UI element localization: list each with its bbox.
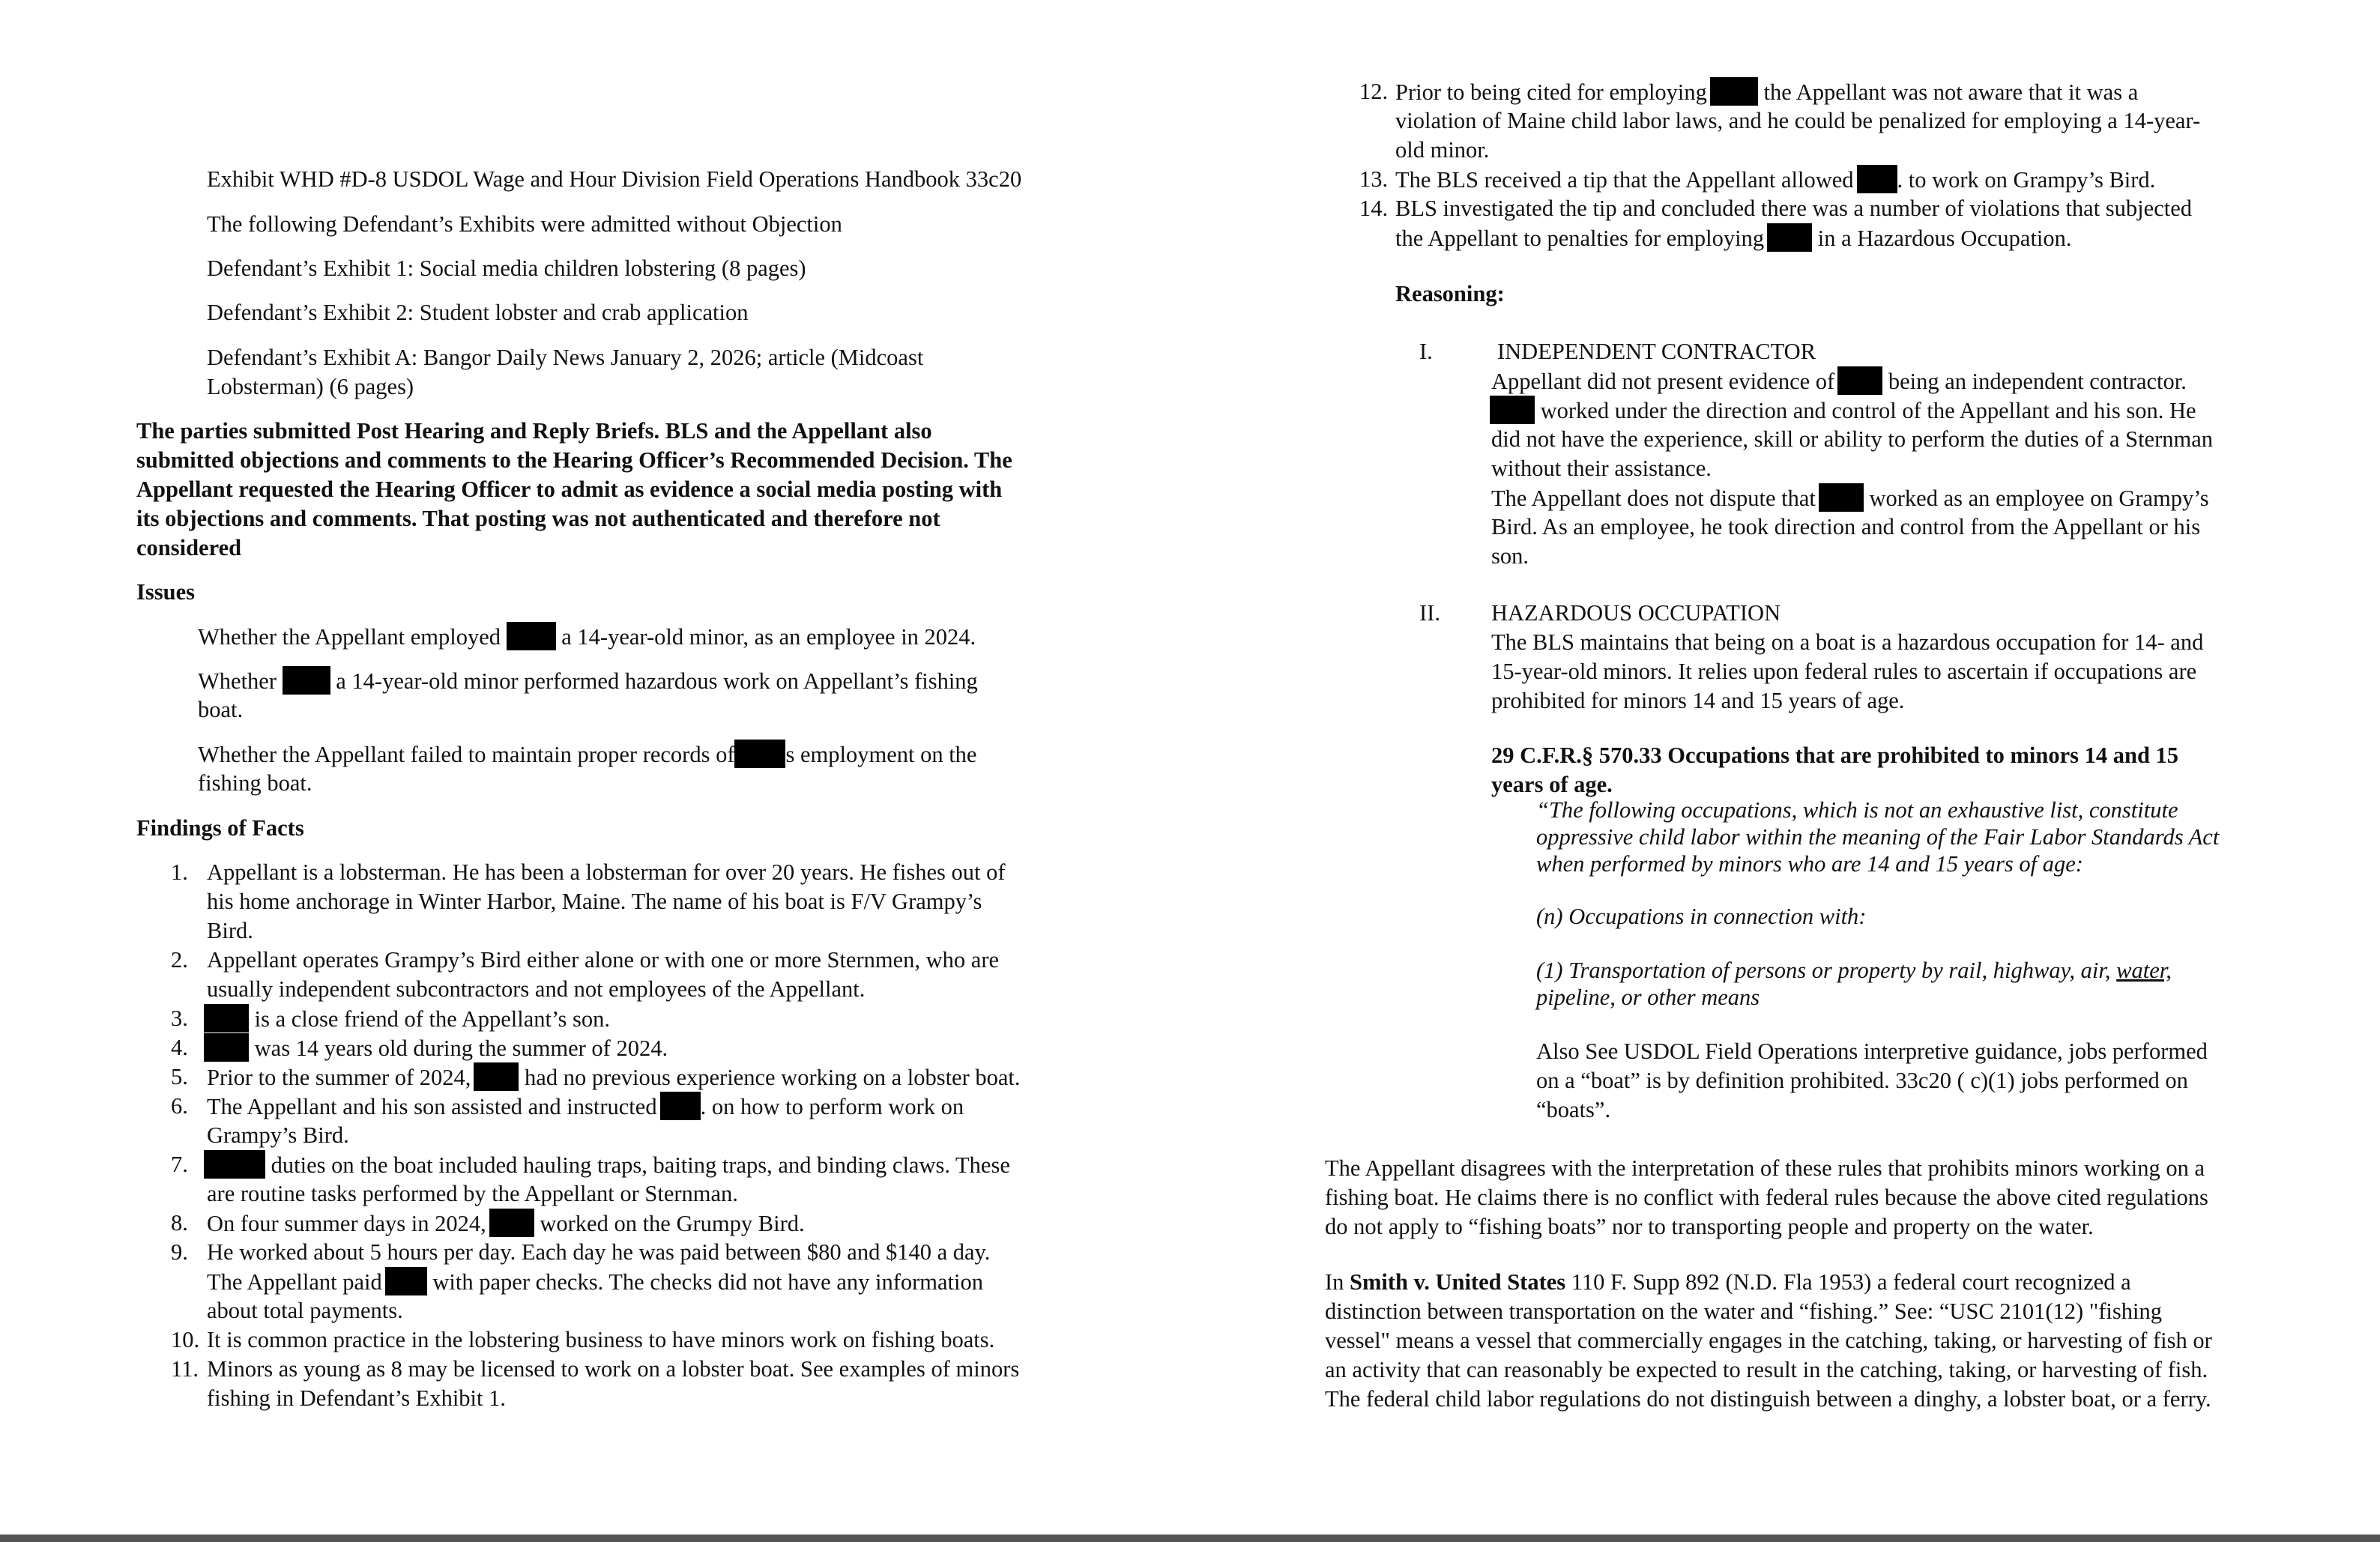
briefs-paragraph-line5: considered [136,535,242,560]
finding-10: It is common practice in the lobstering business to have minors work on fishing boats. [207,1327,995,1352]
finding-5: Prior to the summer of 2024, had no previous experience working on a lobster boat. [207,1062,1021,1092]
finding-number: 1. [171,859,188,885]
finding-2-line2: usually independent subcontractors and not employees of the Appellant. [207,976,866,1002]
redaction [489,1209,534,1237]
section-1-title: INDEPENDENT CONTRACTOR [1497,339,1816,364]
issues-heading: Issues [136,579,195,605]
briefs-paragraph-line2: submitted objections and comments to the Hearing Officer’s Recommended Decision. The [136,447,1012,473]
redaction [1857,165,1897,193]
finding-11-line2: fishing in Defendant’s Exhibit 1. [207,1385,506,1411]
section-2-line2: 15-year-old minors. It relies upon federal rules to ascertain if occupations are [1491,659,2197,684]
quote-line5: (1) Transportation of persons or property by rail, highway, air, water, [1536,958,2172,983]
redaction [1767,223,1812,252]
finding-1-line1: Appellant is a lobsterman. He has been a lobsterman for over 20 years. He fishes out of [207,859,1006,885]
smith-line2: distinction between transportation on the water and “fishing.” See: “USC 2101(12) "fishing [1325,1298,2162,1324]
bottom-border [0,1535,2380,1542]
also-see-line3: “boats”. [1536,1097,1611,1122]
smith-line3: vessel" means a vessel that commercially engages in the catching, taking, or harvesting of fish or [1325,1328,2212,1353]
also-see-line1: Also See USDOL Field Operations interpretive guidance, jobs performed [1536,1038,2208,1064]
quote-line4: (n) Occupations in connection with: [1536,904,1867,929]
redaction [474,1062,519,1091]
section-numeral: II. [1419,600,1440,626]
finding-14-line1: BLS investigated the tip and concluded there was a number of violations that subjected [1395,196,2192,221]
finding-1-line2: his home anchorage in Winter Harbor, Maine. The name of his boat is F/V Grampy’s [207,889,982,914]
exhibit-whd-d8: Exhibit WHD #D-8 USDOL Wage and Hour Division Field Operations Handbook 33c20 [207,166,1022,192]
finding-12-line3: old minor. [1395,137,1490,163]
finding-number: 11. [171,1356,199,1382]
briefs-paragraph-line1: The parties submitted Post Hearing and Reply Briefs. BLS and the Appellant also [136,418,932,444]
redaction [283,666,330,695]
finding-4: was 14 years old during the summer of 2024. [204,1033,668,1063]
issue-2: Whether a 14-year-old minor performed hazardous work on Appellant’s fishing [198,666,978,696]
redaction [734,740,785,768]
finding-9-line2: The Appellant paid with paper checks. The checks did not have any information [207,1267,983,1297]
issue-3: Whether the Appellant failed to maintain proper records of s employment on the [198,740,976,770]
quote-line2: oppressive child labor within the meaning of the Fair Labor Standards Act [1536,824,2220,850]
issue-3-cont: fishing boat. [198,770,312,796]
redaction [204,1150,265,1179]
finding-number: 8. [171,1210,188,1236]
disagree-line2: fishing boat. He claims there is no conflict with federal rules because the above cited regulations [1325,1185,2208,1210]
section-1-line3: did not have the experience, skill or ability to perform the duties of a Sternman [1491,426,2214,452]
also-see-line2: on a “boat” is by definition prohibited. 33c20 ( c)(1) jobs performed on [1536,1068,2188,1093]
section-1-line4: without their assistance. [1491,456,1712,481]
finding-13: The BLS received a tip that the Appellant allowed . to work on Grampy’s Bird. [1395,165,2155,195]
briefs-paragraph-line4: its objections and comments. That posting was not authenticated and therefore not [136,506,940,531]
redaction [204,1004,249,1032]
section-2-line1: The BLS maintains that being on a boat is a hazardous occupation for 14- and [1491,629,2204,655]
defendant-exhibits-intro: The following Defendant’s Exhibits were admitted without Objection [207,211,842,237]
finding-6-line1: The Appellant and his son assisted and instructed . on how to perform work on [207,1092,964,1122]
finding-number: 2. [171,947,188,973]
finding-number: 10. [171,1327,200,1352]
defendant-exhibit-1: Defendant’s Exhibit 1: Social media children lobstering (8 pages) [207,256,806,281]
smith-line5: The federal child labor regulations do not distinguish between a dinghy, a lobster boat, or a ferry. [1325,1386,2211,1412]
section-1-line1: Appellant did not present evidence of being an independent contractor. [1491,366,2187,396]
issue-2-cont: boat. [198,697,244,722]
finding-8: On four summer days in 2024, worked on the Grumpy Bird. [207,1209,805,1239]
finding-number: 12. [1359,79,1389,104]
finding-number: 3. [171,1006,188,1031]
redaction [507,622,556,650]
finding-3: is a close friend of the Appellant’s son. [204,1004,610,1034]
defendant-exhibit-2: Defendant’s Exhibit 2: Student lobster and crab application [207,300,749,325]
section-2-title: HAZARDOUS OCCUPATION [1491,600,1781,626]
finding-9-line1: He worked about 5 hours per day. Each day he was paid between $80 and $140 a day. [207,1239,991,1265]
finding-7-line1: duties on the boat included hauling traps, baiting traps, and binding claws. These [204,1150,1010,1180]
smith-line1: In Smith v. United States 110 F. Supp 892 (N.D. Fla 1953) a federal court recognized a [1325,1269,2131,1295]
defendant-exhibit-a-line1: Defendant’s Exhibit A: Bangor Daily News January 2, 2026; article (Midcoast [207,345,924,370]
right-page [1190,0,2380,1542]
section-1-line5: The Appellant does not dispute that worked as an employee on Grampy’s [1491,483,2209,513]
section-1-line6: Bird. As an employee, he took direction and control from the Appellant or his [1491,514,2201,539]
finding-14-line2: the Appellant to penalties for employing in a Hazardous Occupation. [1395,223,2072,253]
smith-line4: an activity that can reasonably be expected to result in the catching, taking, or harvesting of fish. [1325,1357,2208,1382]
finding-number: 4. [171,1035,188,1060]
finding-7-line2: are routine tasks performed by the Appellant or Sternman. [207,1181,738,1206]
finding-11-line1: Minors as young as 8 may be licensed to work on a lobster boat. See examples of minors [207,1356,1020,1382]
cfr-heading-line2: years of age. [1491,772,1613,797]
section-numeral: I. [1419,339,1433,364]
finding-number: 14. [1359,196,1389,221]
issue-1: Whether the Appellant employed a 14-year-old minor, as an employee in 2024. [198,622,976,652]
defendant-exhibit-a-line2: Lobsterman) (6 pages) [207,374,414,399]
quote-line1: “The following occupations, which is not an exhaustive list, constitute [1536,797,2178,823]
disagree-line1: The Appellant disagrees with the interpretation of these rules that prohibits minors working on a [1325,1155,2205,1181]
finding-number: 13. [1359,166,1389,192]
section-1-line7: son. [1491,543,1529,569]
section-2-line3: prohibited for minors 14 and 15 years of age. [1491,688,1905,713]
redaction [660,1092,701,1120]
findings-heading: Findings of Facts [136,815,304,841]
finding-2-line1: Appellant operates Grampy’s Bird either alone or with one or more Sternmen, who are [207,947,1000,973]
redaction [204,1033,249,1062]
finding-12-line2: violation of Maine child labor laws, and he could be penalized for employing a 14-year- [1395,108,2201,133]
quote-line3: when performed by minors who are 14 and 15 years of age: [1536,851,2083,877]
briefs-paragraph-line3: Appellant requested the Hearing Officer to admit as evidence a social media posting with [136,477,1003,502]
section-1-line2: worked under the direction and control of the Appellant and his son. He [1490,396,2196,426]
finding-number: 9. [171,1239,188,1265]
redaction [1819,483,1864,512]
finding-9-line3: about total payments. [207,1298,403,1323]
redaction [1710,77,1758,106]
redaction [1837,366,1882,395]
finding-1-line3: Bird. [207,918,253,943]
cfr-heading-line1: 29 C.F.R.§ 570.33 Occupations that are prohibited to minors 14 and 15 [1491,743,2179,768]
finding-number: 5. [171,1064,188,1089]
redaction [1490,396,1535,424]
finding-number: 7. [171,1152,188,1177]
finding-number: 6. [171,1093,188,1119]
quote-line6: pipeline, or other means [1536,985,1760,1010]
disagree-line3: do not apply to “fishing boats” nor to transporting people and property on the water. [1325,1214,2094,1239]
finding-12-line1: Prior to being cited for employing the Appellant was not aware that it was a [1395,77,2138,107]
finding-6-line2: Grampy’s Bird. [207,1122,349,1148]
redaction [385,1267,427,1295]
reasoning-heading: Reasoning: [1395,281,1505,306]
